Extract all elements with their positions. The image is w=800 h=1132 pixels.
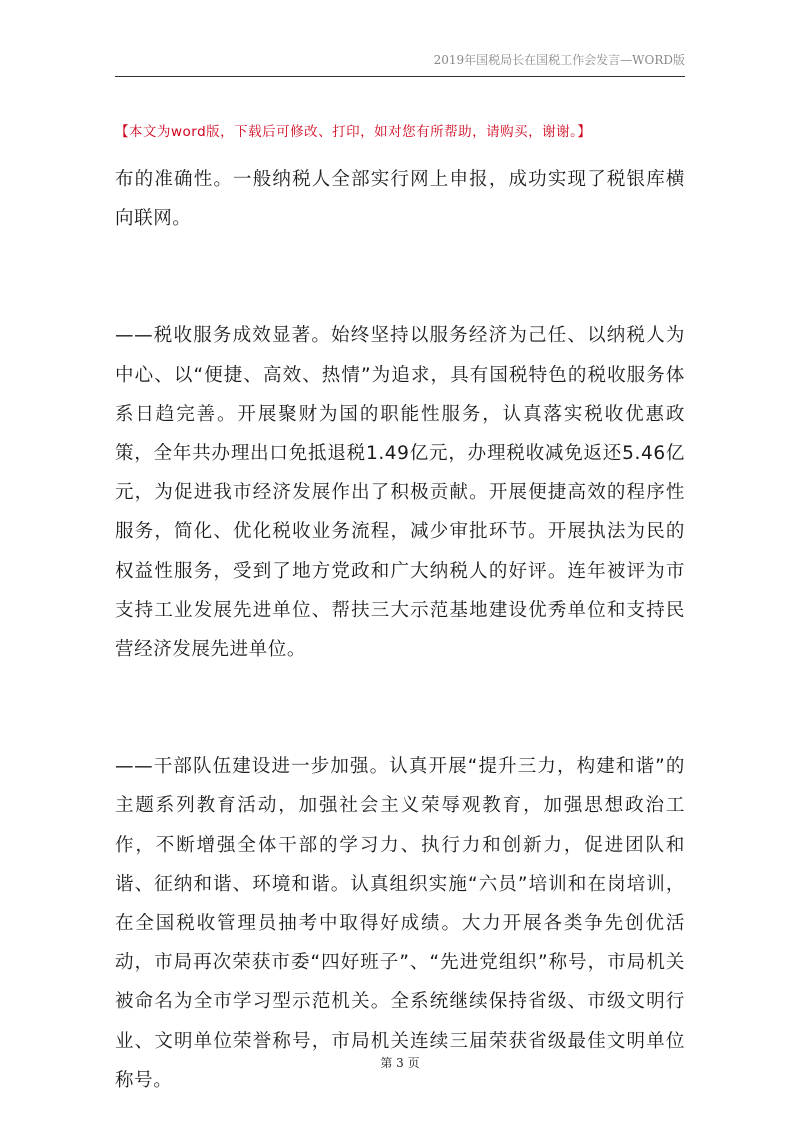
paragraph-tax-service: ——税收服务成效显著。始终坚持以服务经济为己任、以纳税人为中心、以“便捷、高效、热情”为追求，具有国税特色的税收服务体系日趋完善。开展聚财为国的职能性服务，认真落实税收优惠政策，全年共办理出口免抵退税1.49亿元，办理税收减免返还5.46亿元，为促进我市经济发展作出了积极贡献。开展便捷高效的程序性服务，简化、优化税收业务流程，减少审批环节。开展执法为民的权益性服务，受到了地方党政和广大纳税人的好评。连年被评为市支持工业发展先进单位、帮扶三大示范基地建设优秀单位和支持民营经济发展先进单位。: [115, 325, 685, 661]
header-title: 2019年国税局长在国税工作会发言—WORD版: [433, 53, 685, 67]
download-notice: 【本文为word版，下载后可修改、打印，如对您有所帮助，请购买，谢谢。】: [115, 124, 592, 140]
document-body: [115, 160, 685, 1100]
page-header: [115, 50, 685, 77]
page-number: 第 3 页: [380, 1056, 420, 1070]
paragraph-gap: [115, 669, 685, 747]
paragraph-gap: [115, 238, 685, 316]
paragraph-staff-building: ——干部队伍建设进一步加强。认真开展“提升三力，构建和谐”的主题系列教育活动，加强社会主义荣辱观教育，加强思想政治工作，不断增强全体干部的学习力、执行力和创新力，促进团队和谐、征纳和谐、环境和谐。认真组织实施“六员”培训和在岗培训，在全国税收管理员抽考中取得好成绩。大力开展各类争先创优活动，市局再次荣获市委“四好班子”、“先进党组织”称号，市局机关被命名为全市学习型示范机关。全系统继续保持省级、市级文明行业、文明单位荣誉称号，市局机关连续三届荣获省级最佳文明单位称号。: [115, 756, 685, 1091]
paragraph-continuation: 布的准确性。一般纳税人全部实行网上申报，成功实现了税银库横向联网。: [115, 169, 685, 230]
